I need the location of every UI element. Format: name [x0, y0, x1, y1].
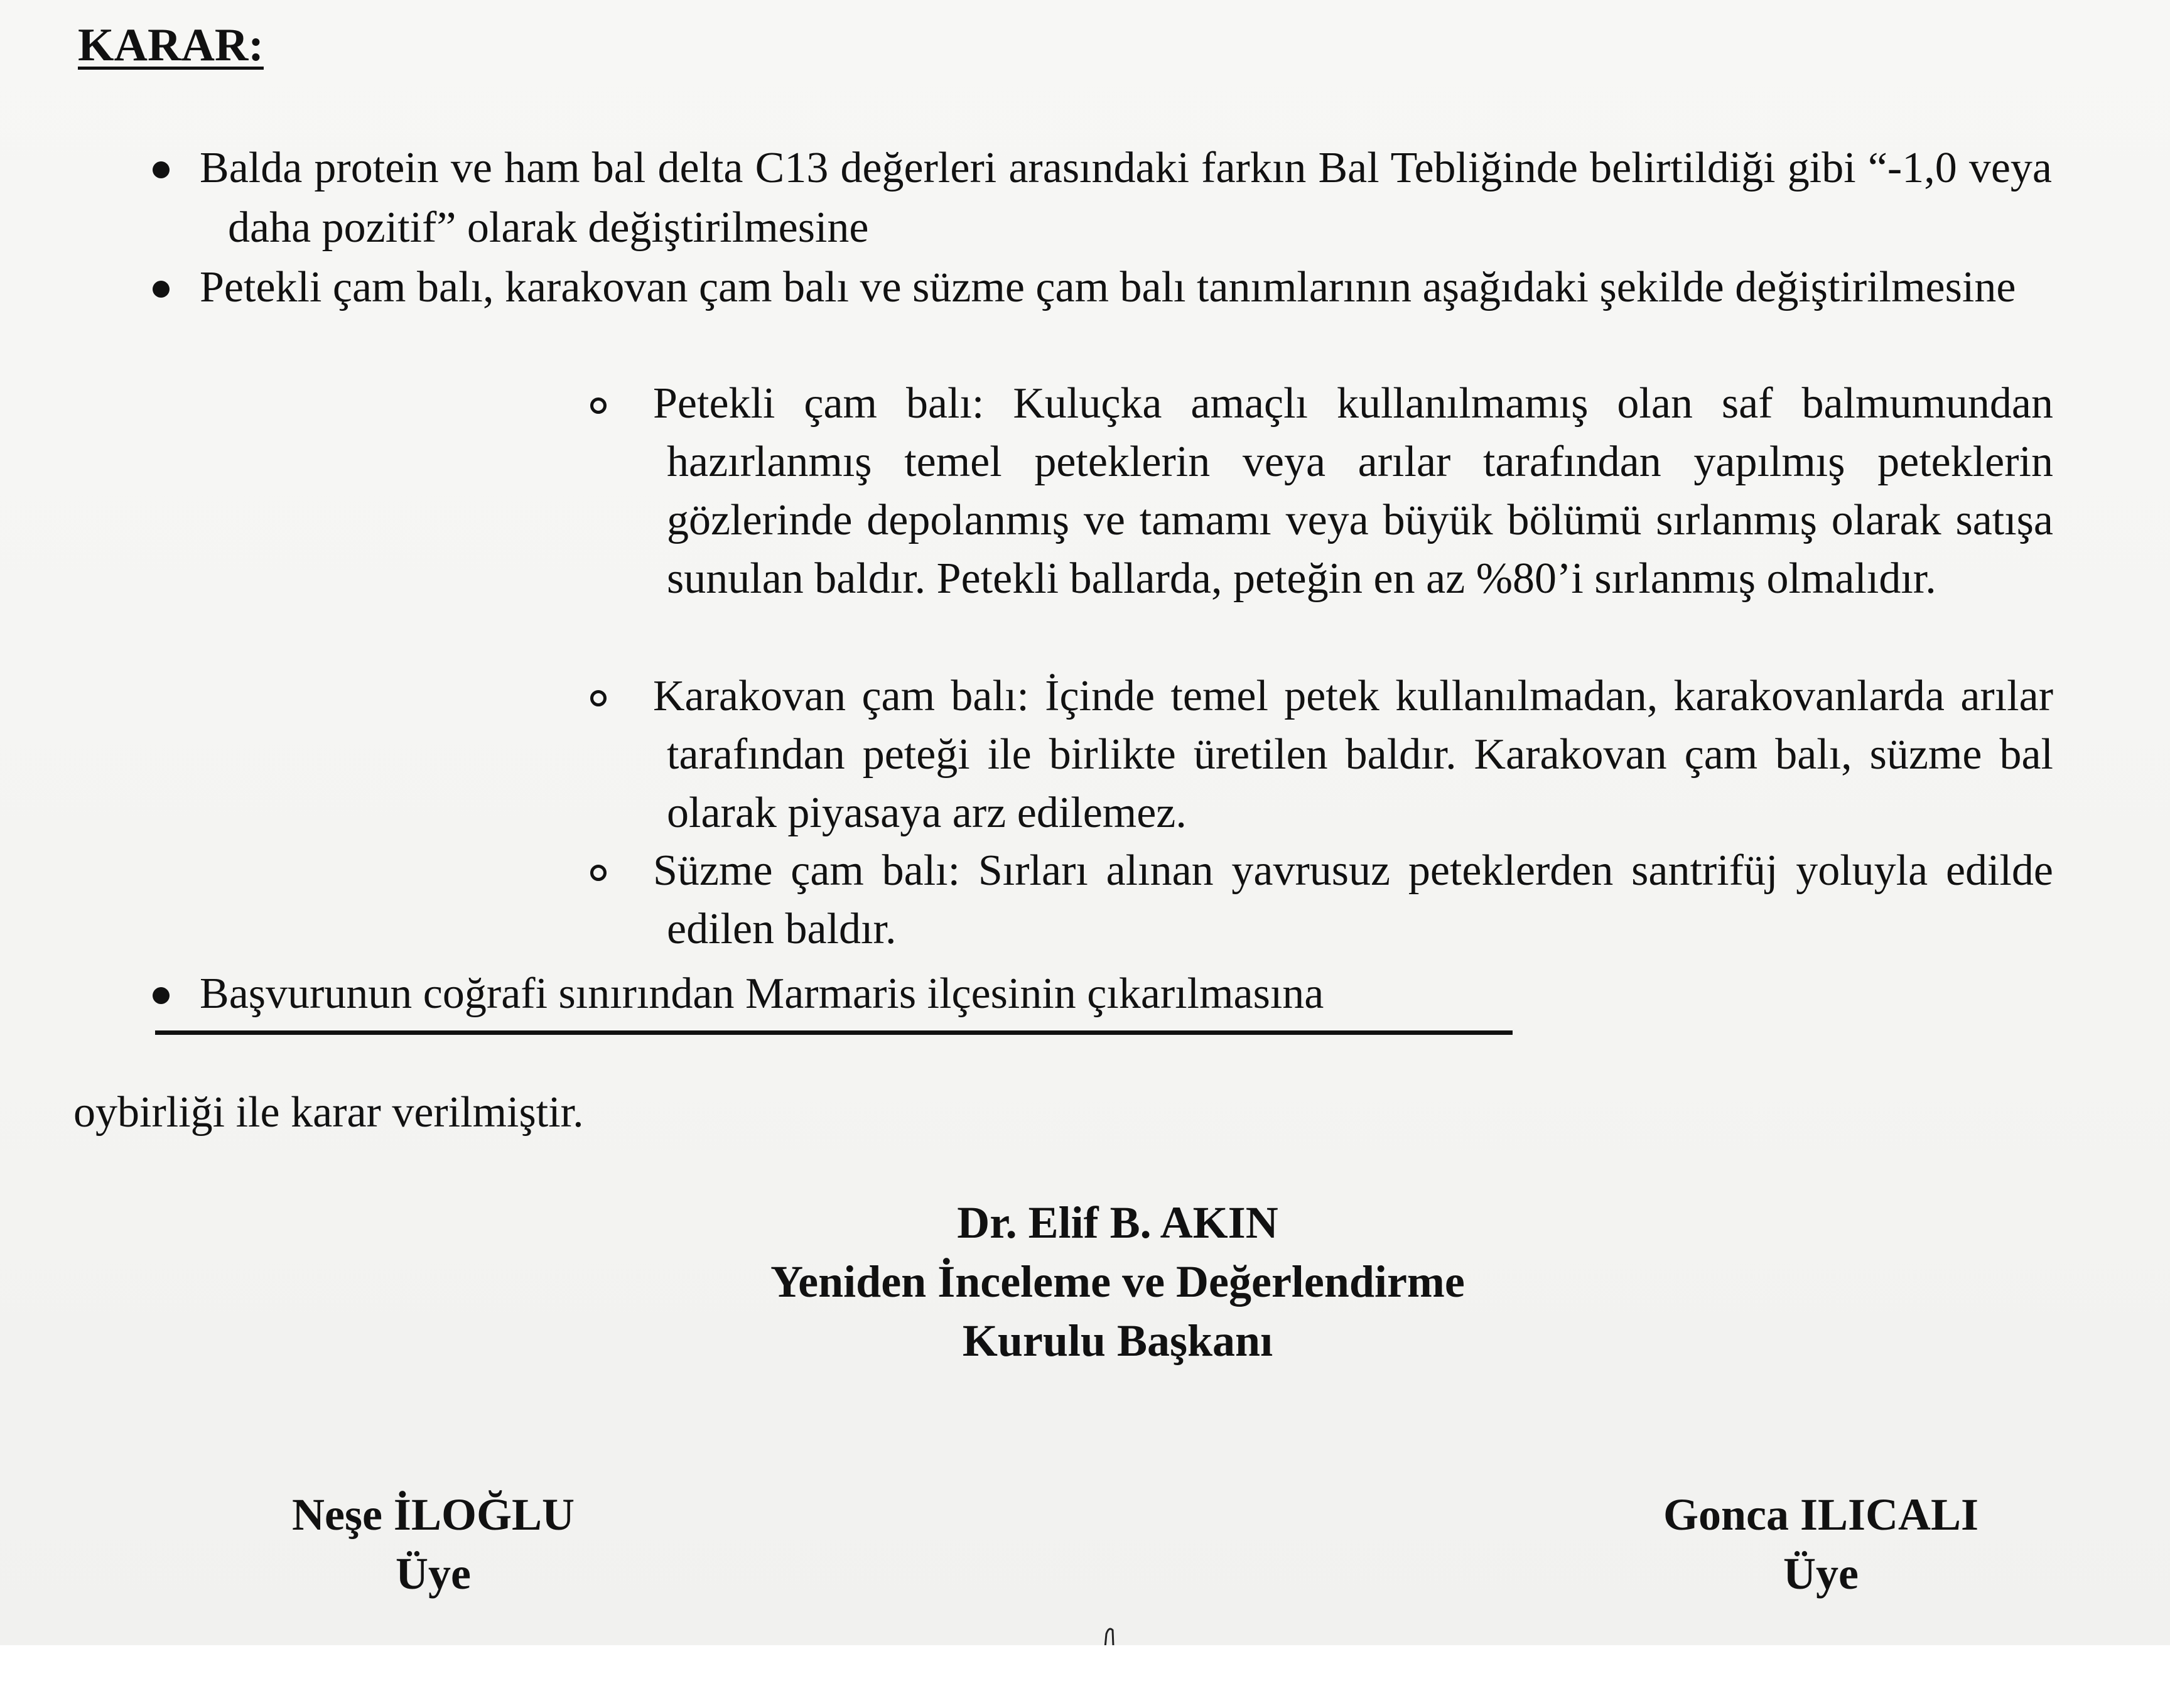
member-role: Üye [396, 1549, 471, 1599]
definition-suzme [590, 841, 2053, 958]
member-name: Neşe İLOĞLU [292, 1489, 575, 1540]
definition-text: Süzme çam balı: Sırları alınan yavrusuz peteklerden santrifüj yoluyla edilde edilen baldır. [653, 846, 2053, 953]
decision-item-protein [153, 138, 2052, 257]
member-signature-block [239, 1485, 628, 1603]
definition-petekli [590, 374, 2053, 608]
chair-title: Yeniden İnceleme ve Değerlendirme [770, 1257, 1465, 1307]
decision-item-definitions [153, 257, 2052, 317]
circle-bullet-icon [590, 690, 607, 706]
decision-item-text: Balda protein ve ham bal delta C13 değerleri arasındaki farkın Bal Tebliğinde belirtildiği gibi “-1,0 veya daha pozitif” olarak değiştirilmesine [200, 144, 2052, 252]
conclusion-text: oybirliği ile karar verilmiştir. [73, 1088, 584, 1137]
member-signature-block [1607, 1485, 2034, 1603]
scan-margin [0, 1645, 2170, 1708]
underline-rule [155, 1030, 1513, 1035]
chair-name: Dr. Elif B. AKIN [957, 1197, 1278, 1248]
chair-signature-block [628, 1193, 1607, 1370]
member-name: Gonca ILICALI [1663, 1489, 1979, 1540]
definition-text: Petekli çam balı: Kuluçka amaçlı kullanılmamış olan saf balmumundan hazırlanmış temel peteklerin veya arılar tarafından yapılmış peteklerin gözlerinde depolanmış ve tamamı veya büyük bölümü sırlanmış olarak satışa sunulan baldır. Petekli ballarda, peteğin en az %80’i sırlanmış olmalıdır. [653, 379, 2053, 603]
bullet-icon [153, 987, 170, 1004]
decision-item-text: Başvurunun coğrafi sınırından Marmaris ilçesinin çıkarılmasına [200, 970, 1324, 1018]
decision-item-text: Petekli çam balı, karakovan çam balı ve süzme çam balı tanımlarının aşağıdaki şekilde değiştirilmesine [200, 263, 2016, 311]
decision-heading: KARAR: [78, 19, 264, 71]
bullet-icon [153, 161, 170, 178]
bullet-icon [153, 281, 170, 298]
decision-item-marmaris [153, 964, 2052, 1024]
circle-bullet-icon [590, 865, 607, 881]
chair-title-cont: Kurulu Başkanı [962, 1316, 1273, 1366]
definition-text: Karakovan çam balı: İçinde temel petek kullanılmadan, karakovanlarda arılar tarafından peteği ile birlikte üretilen baldır. Karakovan çam balı, süzme bal olarak piyasaya arz edilemez. [653, 672, 2053, 837]
member-role: Üye [1783, 1549, 1859, 1599]
definition-karakovan [590, 667, 2053, 842]
circle-bullet-icon [590, 397, 607, 414]
